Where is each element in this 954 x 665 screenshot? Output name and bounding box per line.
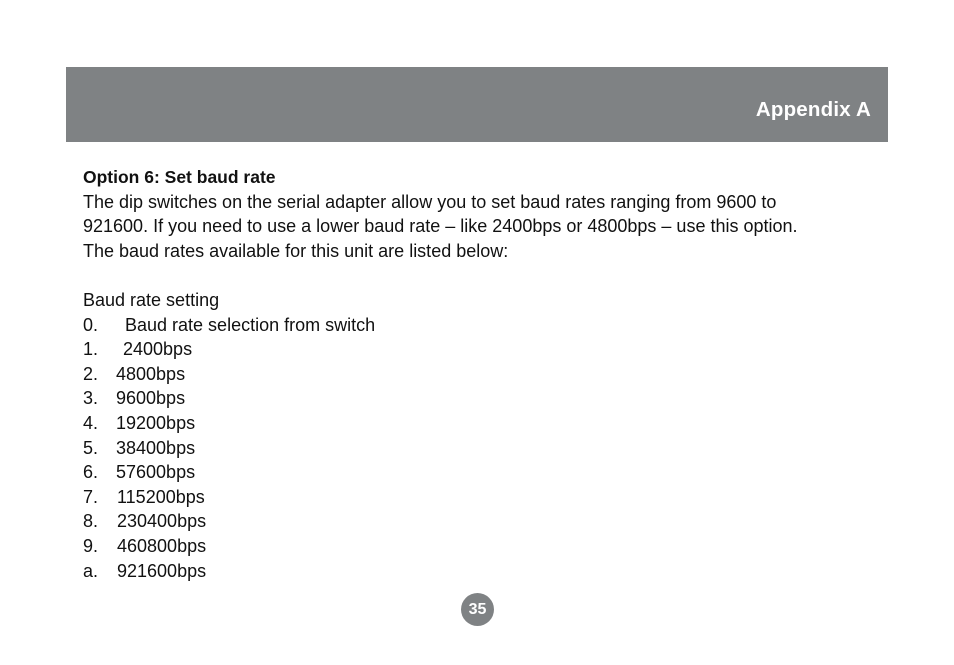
baud-rate-list xyxy=(83,313,883,584)
list-item-label: 38400bps xyxy=(116,437,196,458)
list-item-label: 460800bps xyxy=(117,535,207,556)
list-marker: 3. xyxy=(83,388,99,409)
list-item-label: 115200bps xyxy=(117,486,205,507)
list-heading: Baud rate setting xyxy=(83,289,220,310)
paragraph-line: The dip switches on the serial adapter allow you to set baud rates ranging from 9600 to xyxy=(83,191,777,212)
list-item xyxy=(83,509,883,534)
description-paragraph xyxy=(83,190,883,264)
list-item-label: 2400bps xyxy=(123,339,193,360)
page-number-badge: 35 xyxy=(461,593,494,626)
list-item xyxy=(83,313,883,338)
list-marker: 1. xyxy=(83,339,99,360)
section-title: Option 6: Set baud rate xyxy=(83,167,276,187)
list-marker: 8. xyxy=(83,511,99,532)
list-item-label: 57600bps xyxy=(116,462,196,483)
list-item xyxy=(83,460,883,485)
paragraph-line: The baud rates available for this unit are listed below: xyxy=(83,240,509,261)
header-bar xyxy=(66,67,888,142)
list-item xyxy=(83,485,883,510)
list-item xyxy=(83,559,883,584)
list-item-label: 921600bps xyxy=(117,560,207,581)
list-item-label: 19200bps xyxy=(116,412,196,433)
list-item-label: 230400bps xyxy=(117,511,207,532)
list-marker: 4. xyxy=(83,412,99,433)
content-section xyxy=(83,165,883,583)
paragraph-line: 921600. If you need to use a lower baud rate – like 2400bps or 4800bps – use this option. xyxy=(83,216,798,237)
list-item xyxy=(83,411,883,436)
list-item xyxy=(83,337,883,362)
list-marker: 6. xyxy=(83,462,99,483)
list-marker: 7. xyxy=(83,486,99,507)
list-item-label: 4800bps xyxy=(116,363,186,384)
list-item-label: 9600bps xyxy=(116,388,186,409)
list-marker: 9. xyxy=(83,535,99,556)
header-title: Appendix A xyxy=(755,98,871,121)
list-item xyxy=(83,436,883,461)
list-marker: 0. xyxy=(83,314,99,335)
list-marker: 5. xyxy=(83,437,99,458)
list-marker: 2. xyxy=(83,363,99,384)
list-item xyxy=(83,362,883,387)
list-item xyxy=(83,534,883,559)
list-marker: a. xyxy=(83,560,99,581)
list-item-label: Baud rate selection from switch xyxy=(125,314,376,335)
list-item xyxy=(83,386,883,411)
